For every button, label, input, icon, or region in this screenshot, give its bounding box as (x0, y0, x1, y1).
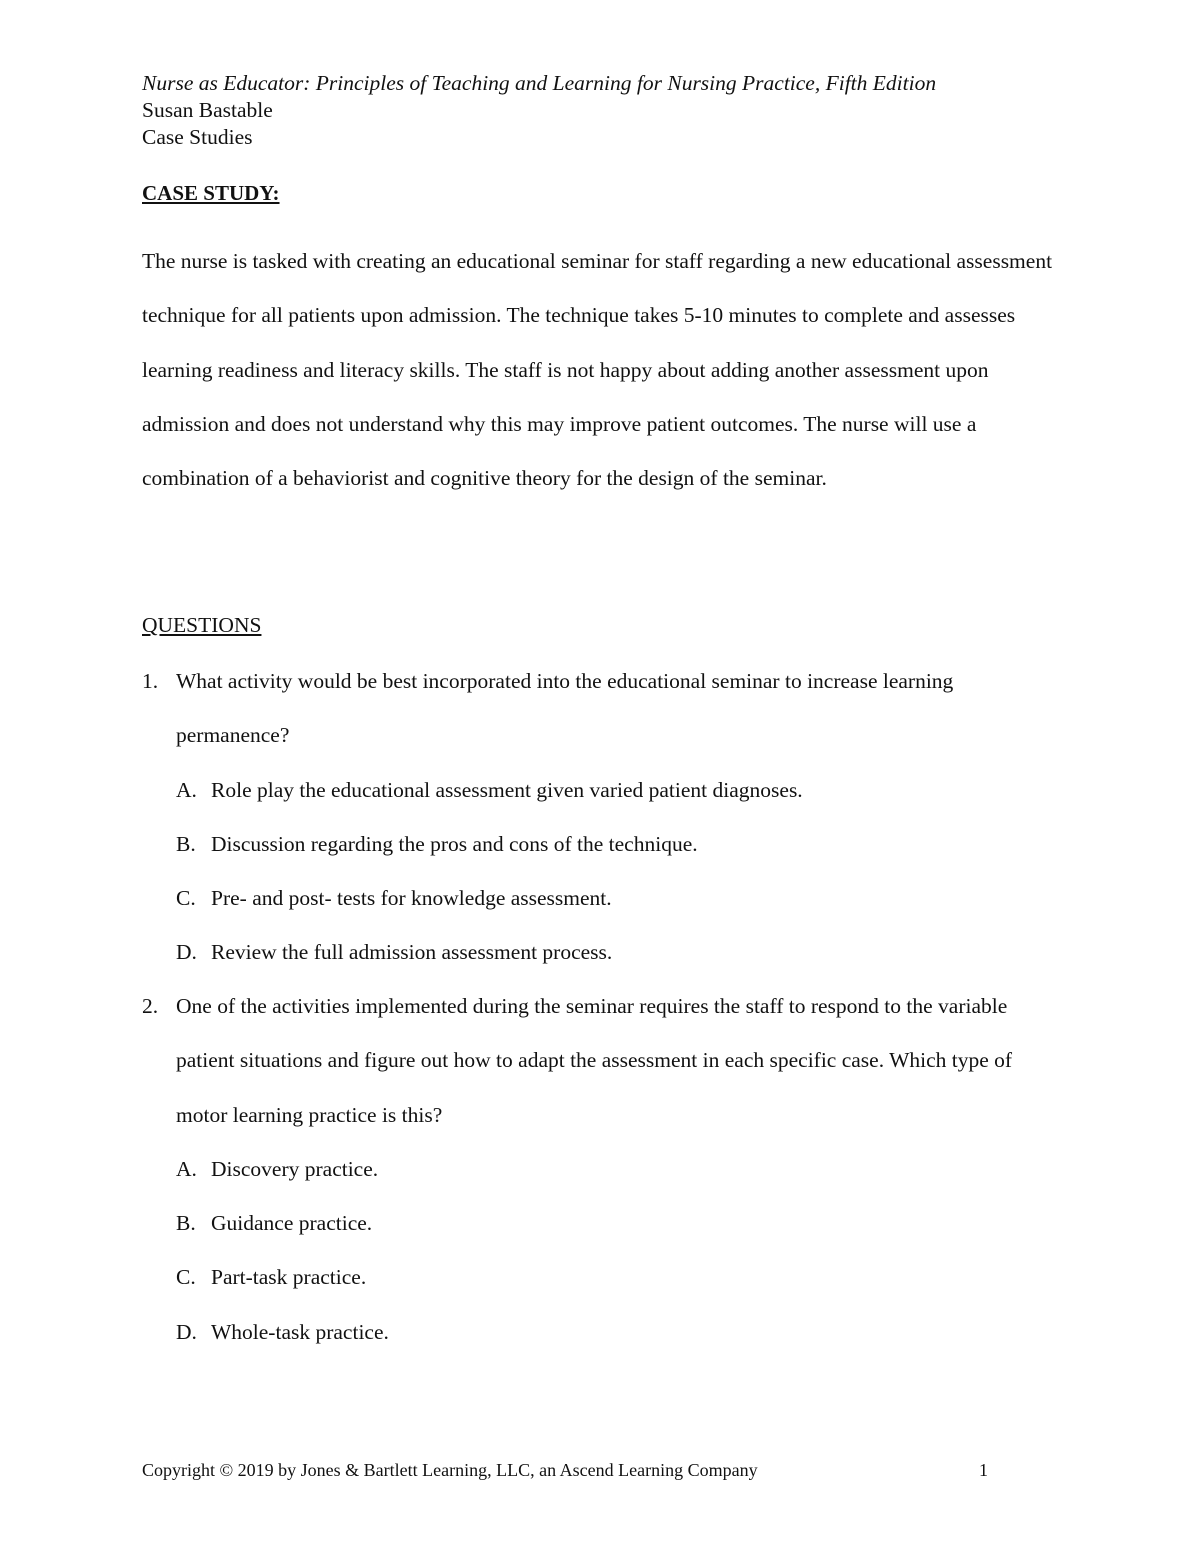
copyright-notice: Copyright © 2019 by Jones & Bartlett Learning, LLC, an Ascend Learning Company (142, 1460, 758, 1480)
answer-option (142, 1305, 1057, 1359)
questions-heading: QUESTIONS (142, 613, 262, 637)
option-letter: D. (176, 1319, 197, 1344)
question-number: 1. (142, 669, 159, 693)
question-2 (142, 979, 1057, 1359)
option-letter: A. (176, 1156, 197, 1181)
question-number: 2. (142, 994, 159, 1018)
answer-option (142, 817, 1057, 871)
option-letter: C. (176, 1265, 196, 1290)
answer-option (142, 1196, 1057, 1250)
answer-option (142, 763, 1057, 817)
book-title: Nurse as Educator: Principles of Teaching and Learning for Nursing Practice, Fifth Edition (142, 71, 937, 95)
question-stem (142, 979, 1057, 1142)
question-stem (142, 654, 1057, 763)
option-text: Guidance practice. (211, 1211, 373, 1236)
answer-option (142, 1142, 1057, 1196)
case-study-heading: CASE STUDY: (142, 181, 280, 205)
document-header (142, 70, 936, 151)
option-letter: C. (176, 886, 196, 911)
page-number: 1 (979, 1460, 988, 1480)
option-text: Whole-task practice. (211, 1319, 389, 1344)
author-name: Susan Bastable (142, 98, 273, 122)
answer-option (142, 1250, 1057, 1304)
option-text: Role play the educational assessment given varied patient diagnoses. (211, 777, 803, 802)
option-letter: B. (176, 831, 196, 856)
question-text: One of the activities implemented during the seminar requires the staff to respond to the variable patient situations and figure out how to adapt the assessment in each specific case. Which type of motor learning practice is this? (176, 994, 1013, 1127)
answer-option (142, 925, 1057, 979)
option-text: Pre- and post- tests for knowledge assessment. (211, 886, 612, 911)
option-text: Part-task practice. (211, 1265, 367, 1290)
option-text: Discussion regarding the pros and cons of the technique. (211, 831, 698, 856)
section-label: Case Studies (142, 125, 253, 149)
question-1 (142, 654, 1057, 980)
option-text: Discovery practice. (211, 1156, 379, 1181)
answer-option (142, 871, 1057, 925)
option-letter: B. (176, 1211, 196, 1236)
case-study-text: The nurse is tasked with creating an educational seminar for staff regarding a new educational assessment technique for all patients upon admission. The technique takes 5-10 minutes to complete and assesses learning readiness and literacy skills. The staff is not happy about adding another assessment upon admission and does not understand why this may improve patient outcomes. The nurse will use a combination of a behaviorist and cognitive theory for the design of the seminar. (142, 249, 1053, 491)
question-text: What activity would be best incorporated into the educational seminar to increase learning permanence? (176, 669, 954, 748)
option-letter: A. (176, 777, 197, 802)
option-letter: D. (176, 940, 197, 965)
option-text: Review the full admission assessment process. (211, 940, 613, 965)
